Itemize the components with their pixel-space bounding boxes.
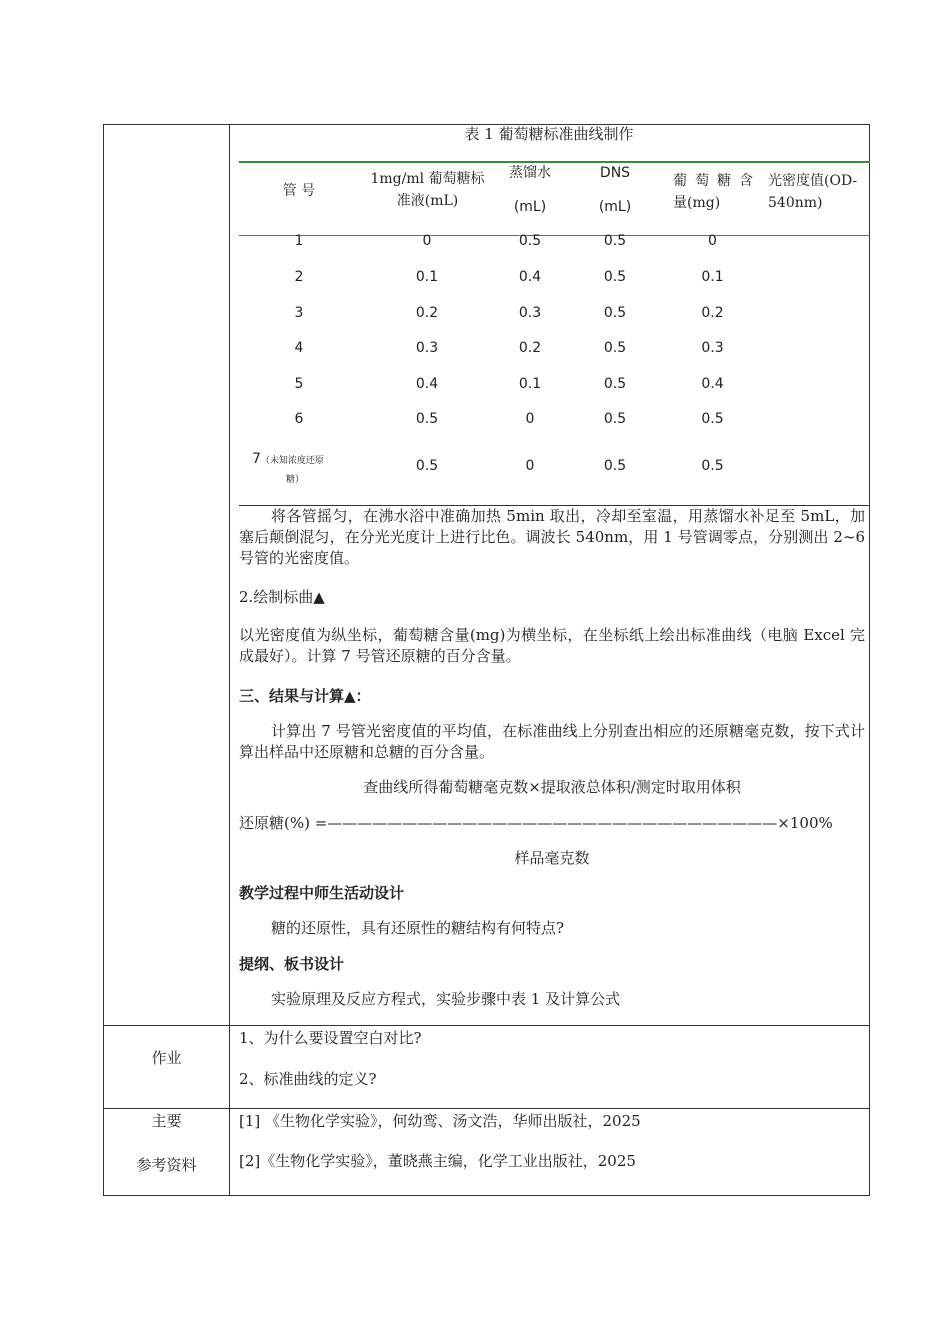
cell-glucose-std: 0.5 [415,411,439,427]
cell-water: 0.3 [518,305,542,321]
header-water-line1: 蒸馏水 [509,165,551,181]
outline-text: 实验原理及反应方程式，实验步骤中表 1 及计算公式 [271,990,621,1008]
header-glucose-content: 葡 萄 糖 含 量(mg) [673,173,753,211]
cell-glucose-std: 0.4 [415,376,439,392]
references-label-line2: 参考资料 [136,1156,197,1174]
homework-item: 1、为什么要设置空白对比? [239,1029,422,1047]
cell-content: 0.5 [701,458,724,474]
cell-water: 0.1 [518,376,542,392]
cell-tube: 3 [294,305,304,321]
cell-dns: 0.5 [603,305,627,321]
cell-water: 0 [525,458,535,474]
procedure-paragraph: 将各管摇匀，在沸水浴中准确加热 5min 取出，冷却至室温，用蒸馏水补足至 5mL，加塞后颠倒混匀，在分光光度计上进行比色。调波长 540nm，用 1 号管调零点，分别测出 2~6 号管的光密度值。 [239,507,865,567]
homework-item: 2、标准曲线的定义? [239,1070,377,1088]
cell-content: 0.3 [701,340,724,356]
reference-item: [2]《生物化学实验》，董晓燕主编，化学工业出版社，2025 [239,1152,636,1170]
formula-numerator: 查曲线所得葡萄糖毫克数×提取液总体积/测定时取用体积 [363,778,741,796]
cell-content: 0 [708,233,717,249]
row-divider-homework [103,1025,870,1026]
tube-7-note-cont: 糖） [286,475,305,485]
cell-content: 0.5 [701,411,724,427]
section3-heading: 三、结果与计算▲： [239,687,371,705]
step2-heading: 2.绘制标曲▲ [239,588,325,606]
cell-content: 0.2 [701,305,724,321]
cell-glucose-std: 0.3 [415,340,439,356]
table-row [239,376,870,400]
formula-line: 还原糖(%) =——————————————————————————————×100% [239,814,833,832]
row-divider-references [103,1108,870,1109]
cell-water: 0.5 [518,233,542,249]
cell-dns: 0.5 [603,376,627,392]
outline-heading: 提纲、板书设计 [239,955,345,973]
homework-label: 作业 [151,1049,182,1067]
cell-dns: 0.5 [603,269,627,285]
cell-tube: 4 [294,340,304,356]
table-row [239,233,870,257]
header-dns-line1: DNS [599,165,631,181]
column-divider [229,124,230,1196]
cell-glucose-std: 0 [422,233,432,249]
cell-dns: 0.5 [603,411,627,427]
header-water-line2: (mL) [513,199,547,215]
activity-text: 糖的还原性，具有还原性的糖结构有何特点? [271,919,565,937]
cell-water: 0.4 [518,269,542,285]
section3-paragraph: 计算出 7 号管光密度值的平均值，在标准曲线上分别查出相应的还原糖毫克数，按下式计算出样品中还原糖和总糖的百分含量。 [239,722,865,761]
header-dns-line2: (mL) [598,199,632,215]
cell-dns: 0.5 [603,458,627,474]
cell-glucose-std: 0.1 [415,269,439,285]
cell-water: 0 [525,411,535,427]
cell-tube: 1 [294,233,304,249]
tube-7-note: （未知浓度还原 [260,456,324,466]
cell-dns: 0.5 [603,340,627,356]
tube-7-number: 7 [252,451,261,467]
cell-water: 0.2 [518,340,542,356]
header-glucose-std: 1mg/ml 葡萄糖标准液(mL) [370,171,485,209]
cell-tube: 5 [294,376,304,392]
cell-glucose-std: 0.5 [415,458,439,474]
step2-paragraph: 以光密度值为纵坐标，葡萄糖含量(mg)为横坐标，在坐标纸上绘出标准曲线（电脑 Excel 完成最好）。计算 7 号管还原糖的百分含量。 [239,626,865,665]
cell-content: 0.4 [701,376,724,392]
header-tube: 管 号 [282,183,316,199]
table-row [239,269,870,293]
references-label-line1: 主要 [151,1112,182,1130]
cell-tube: 6 [294,411,304,427]
reference-item: [1] 《生物化学实验》，何幼鸾、汤文浩，华师出版社，2025 [239,1112,641,1130]
table-row [239,411,870,435]
table-row [239,340,870,364]
table-title: 表 1 葡萄糖标准曲线制作 [464,125,634,143]
cell-glucose-std: 0.2 [415,305,439,321]
activity-heading: 教学过程中师生活动设计 [239,884,405,902]
table-row [239,305,870,329]
header-od: 光密度值(OD-540nm) [768,173,858,211]
cell-dns: 0.5 [603,233,627,249]
cell-tube: 2 [294,269,304,285]
cell-content: 0.1 [701,269,724,285]
formula-denominator: 样品毫克数 [514,849,590,867]
